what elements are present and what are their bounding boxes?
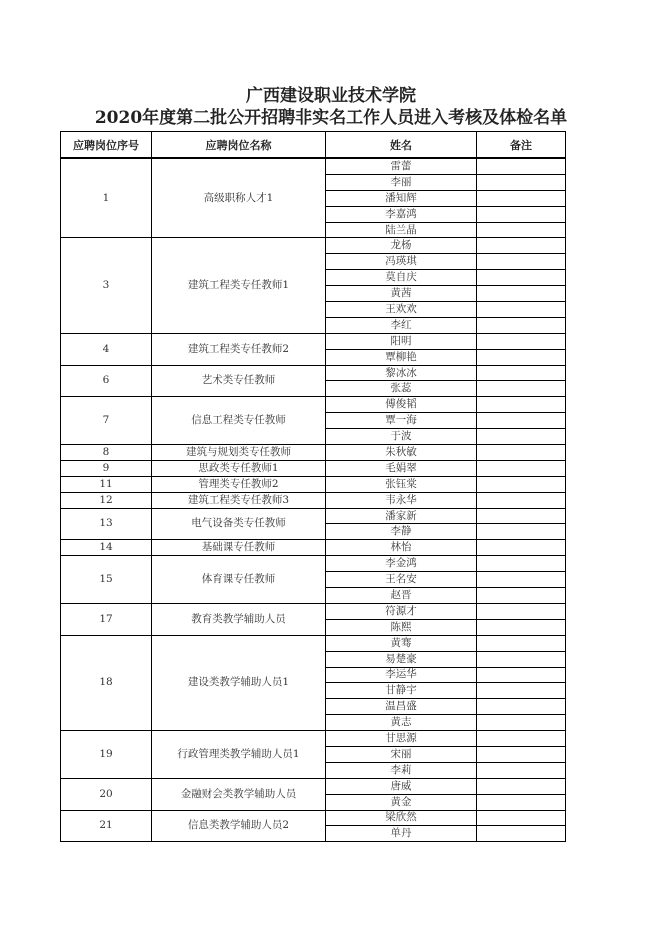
table-body bbox=[61, 158, 566, 842]
position-name-cell: 建筑工程类专任教师2 bbox=[152, 333, 326, 365]
table-row bbox=[61, 397, 566, 413]
candidate-name-cell: 傅俊韬 bbox=[326, 397, 477, 413]
document-title-list: 2020年度第二批公开招聘非实名工作人员进入考核及体检名单 bbox=[94, 108, 568, 128]
position-no-cell: 9 bbox=[61, 460, 152, 476]
position-name-cell: 艺术类专任教师 bbox=[152, 365, 326, 397]
remarks-cell bbox=[477, 715, 566, 731]
table-row bbox=[61, 731, 566, 747]
position-no-cell: 4 bbox=[61, 333, 152, 365]
candidate-name-cell: 朱秋敏 bbox=[326, 445, 477, 461]
candidate-name-cell: 毛娟翠 bbox=[326, 460, 477, 476]
candidate-name-cell: 温昌盛 bbox=[326, 699, 477, 715]
candidate-name-cell: 唐威 bbox=[326, 778, 477, 794]
remarks-cell bbox=[477, 254, 566, 270]
table-header-row bbox=[61, 132, 566, 159]
table-row bbox=[61, 556, 566, 572]
remarks-cell bbox=[477, 540, 566, 556]
candidate-name-cell: 王名安 bbox=[326, 572, 477, 588]
candidate-name-cell: 陈熙 bbox=[326, 619, 477, 635]
remarks-cell bbox=[477, 174, 566, 190]
candidate-name-cell: 覃一海 bbox=[326, 413, 477, 429]
candidate-name-cell: 黄茜 bbox=[326, 286, 477, 302]
position-name-cell: 金融财会类教学辅助人员 bbox=[152, 778, 326, 810]
candidate-name-cell: 宋丽 bbox=[326, 746, 477, 762]
position-no-cell: 6 bbox=[61, 365, 152, 397]
table-row bbox=[61, 635, 566, 651]
table-row bbox=[61, 810, 566, 826]
remarks-cell bbox=[477, 317, 566, 333]
candidate-name-cell: 黄金 bbox=[326, 794, 477, 810]
position-no-cell: 3 bbox=[61, 238, 152, 333]
remarks-cell bbox=[477, 238, 566, 254]
position-no-cell: 19 bbox=[61, 731, 152, 779]
remarks-cell bbox=[477, 302, 566, 318]
remarks-cell bbox=[477, 492, 566, 508]
candidate-name-cell: 李静 bbox=[326, 524, 477, 540]
candidate-name-cell: 黄骞 bbox=[326, 635, 477, 651]
candidate-name-cell: 覃柳艳 bbox=[326, 349, 477, 365]
remarks-cell bbox=[477, 158, 566, 174]
table-row bbox=[61, 476, 566, 492]
candidate-name-cell: 潘家新 bbox=[326, 508, 477, 524]
header-position-name: 应聘岗位名称 bbox=[152, 132, 326, 159]
remarks-cell bbox=[477, 349, 566, 365]
remarks-cell bbox=[477, 429, 566, 445]
candidate-name-cell: 李丽 bbox=[326, 174, 477, 190]
remarks-cell bbox=[477, 206, 566, 222]
remarks-cell bbox=[477, 524, 566, 540]
remarks-cell bbox=[477, 508, 566, 524]
candidate-name-cell: 单丹 bbox=[326, 826, 477, 842]
position-no-cell: 13 bbox=[61, 508, 152, 540]
remarks-cell bbox=[477, 445, 566, 461]
remarks-cell bbox=[477, 270, 566, 286]
remarks-cell bbox=[477, 460, 566, 476]
position-name-cell: 建筑工程类专任教师1 bbox=[152, 238, 326, 333]
remarks-cell bbox=[477, 413, 566, 429]
position-name-cell: 信息类教学辅助人员2 bbox=[152, 810, 326, 842]
remarks-cell bbox=[477, 794, 566, 810]
remarks-cell bbox=[477, 286, 566, 302]
candidate-name-cell: 潘知辉 bbox=[326, 190, 477, 206]
position-no-cell: 17 bbox=[61, 603, 152, 635]
remarks-cell bbox=[477, 683, 566, 699]
position-name-cell: 信息工程类专任教师 bbox=[152, 397, 326, 445]
position-name-cell: 建设类教学辅助人员1 bbox=[152, 635, 326, 730]
table-row bbox=[61, 540, 566, 556]
table-row bbox=[61, 238, 566, 254]
position-no-cell: 14 bbox=[61, 540, 152, 556]
remarks-cell bbox=[477, 476, 566, 492]
candidate-name-cell: 易楚豪 bbox=[326, 651, 477, 667]
remarks-cell bbox=[477, 826, 566, 842]
position-name-cell: 建筑与规划类专任教师 bbox=[152, 445, 326, 461]
remarks-cell bbox=[477, 699, 566, 715]
table-row bbox=[61, 778, 566, 794]
header-position-no: 应聘岗位序号 bbox=[61, 132, 152, 159]
remarks-cell bbox=[477, 731, 566, 747]
candidate-name-cell: 张蕊 bbox=[326, 381, 477, 397]
candidate-name-cell: 韦永华 bbox=[326, 492, 477, 508]
candidate-name-cell: 李运华 bbox=[326, 667, 477, 683]
remarks-cell bbox=[477, 556, 566, 572]
candidate-name-cell: 阳明 bbox=[326, 333, 477, 349]
position-name-cell: 高级职称人才1 bbox=[152, 158, 326, 238]
table-row bbox=[61, 603, 566, 619]
candidate-name-cell: 王欢欢 bbox=[326, 302, 477, 318]
header-remarks: 备注 bbox=[477, 132, 566, 159]
candidate-name-cell: 符源才 bbox=[326, 603, 477, 619]
candidate-name-cell: 李红 bbox=[326, 317, 477, 333]
remarks-cell bbox=[477, 778, 566, 794]
position-name-cell: 建筑工程类专任教师3 bbox=[152, 492, 326, 508]
candidate-name-cell: 李金鸿 bbox=[326, 556, 477, 572]
remarks-cell bbox=[477, 762, 566, 778]
candidate-name-cell: 龙杨 bbox=[326, 238, 477, 254]
candidate-name-cell: 陆兰晶 bbox=[326, 222, 477, 238]
position-no-cell: 11 bbox=[61, 476, 152, 492]
candidate-name-cell: 赵晋 bbox=[326, 588, 477, 604]
remarks-cell bbox=[477, 397, 566, 413]
table-row bbox=[61, 365, 566, 381]
candidate-name-cell: 甘静宇 bbox=[326, 683, 477, 699]
candidate-name-cell: 黎冰冰 bbox=[326, 365, 477, 381]
position-no-cell: 8 bbox=[61, 445, 152, 461]
candidate-name-cell: 莫自庆 bbox=[326, 270, 477, 286]
position-no-cell: 18 bbox=[61, 635, 152, 730]
remarks-cell bbox=[477, 667, 566, 683]
position-no-cell: 7 bbox=[61, 397, 152, 445]
position-name-cell: 电气设备类专任教师 bbox=[152, 508, 326, 540]
table-row bbox=[61, 508, 566, 524]
position-name-cell: 管理类专任教师2 bbox=[152, 476, 326, 492]
remarks-cell bbox=[477, 810, 566, 826]
candidate-name-cell: 于波 bbox=[326, 429, 477, 445]
header-name: 姓名 bbox=[326, 132, 477, 159]
position-name-cell: 体育课专任教师 bbox=[152, 556, 326, 604]
remarks-cell bbox=[477, 365, 566, 381]
position-name-cell: 思政类专任教师1 bbox=[152, 460, 326, 476]
remarks-cell bbox=[477, 651, 566, 667]
candidate-name-cell: 雷蕾 bbox=[326, 158, 477, 174]
remarks-cell bbox=[477, 603, 566, 619]
position-no-cell: 20 bbox=[61, 778, 152, 810]
remarks-cell bbox=[477, 746, 566, 762]
table-row bbox=[61, 158, 566, 174]
document-title-institution: 广西建设职业技术学院 bbox=[246, 86, 416, 106]
remarks-cell bbox=[477, 572, 566, 588]
candidate-name-cell: 李莉 bbox=[326, 762, 477, 778]
candidate-name-cell: 李嘉鸿 bbox=[326, 206, 477, 222]
position-no-cell: 12 bbox=[61, 492, 152, 508]
table-row bbox=[61, 460, 566, 476]
candidate-name-cell: 冯瑛琪 bbox=[326, 254, 477, 270]
remarks-cell bbox=[477, 222, 566, 238]
position-no-cell: 21 bbox=[61, 810, 152, 842]
candidate-name-cell: 甘思源 bbox=[326, 731, 477, 747]
table-row bbox=[61, 445, 566, 461]
remarks-cell bbox=[477, 588, 566, 604]
remarks-cell bbox=[477, 635, 566, 651]
candidate-name-cell: 梁欣然 bbox=[326, 810, 477, 826]
position-no-cell: 15 bbox=[61, 556, 152, 604]
remarks-cell bbox=[477, 190, 566, 206]
candidate-name-cell: 林怡 bbox=[326, 540, 477, 556]
candidate-name-cell: 张钰棠 bbox=[326, 476, 477, 492]
remarks-cell bbox=[477, 381, 566, 397]
candidate-name-cell: 黄志 bbox=[326, 715, 477, 731]
table-row bbox=[61, 492, 566, 508]
position-name-cell: 教育类教学辅助人员 bbox=[152, 603, 326, 635]
candidate-table bbox=[60, 131, 566, 842]
table-row bbox=[61, 333, 566, 349]
remarks-cell bbox=[477, 333, 566, 349]
position-no-cell: 1 bbox=[61, 158, 152, 238]
position-name-cell: 基础课专任教师 bbox=[152, 540, 326, 556]
position-name-cell: 行政管理类教学辅助人员1 bbox=[152, 731, 326, 779]
remarks-cell bbox=[477, 619, 566, 635]
